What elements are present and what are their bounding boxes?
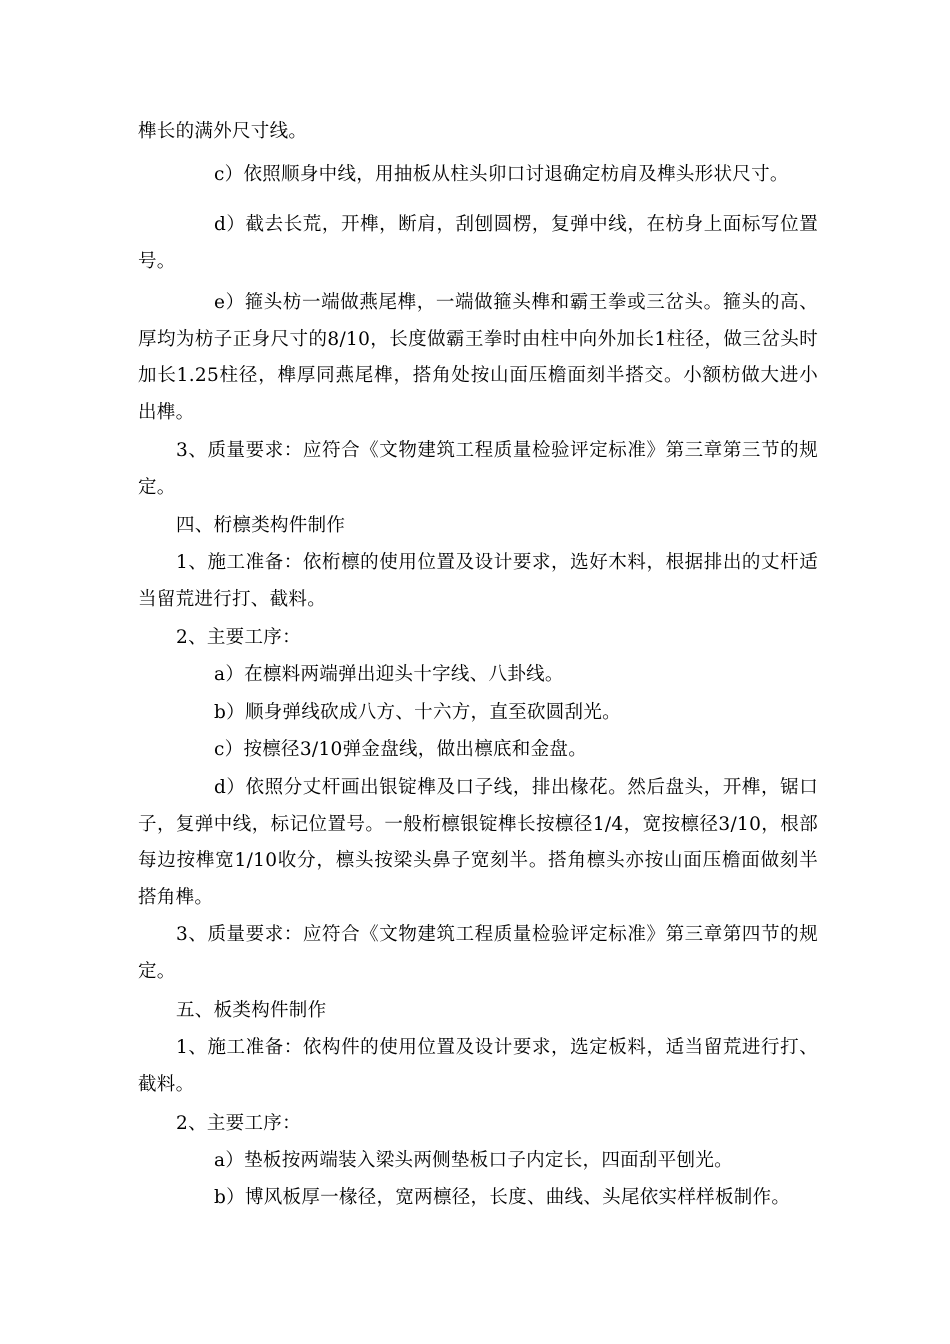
section-heading-4: 四、桁檩类构件制作 [176,515,346,536]
quality-requirement-paragraph: 3、质量要求：应符合《文物建筑工程质量检验评定标准》第三章第三节的规定。 [138,440,818,498]
main-process-heading: 2、主要工序： [176,627,301,648]
step-c-paragraph-2: c）按檩径3/10弹金盘线，做出檩底和金盘。 [214,739,588,760]
step-b-paragraph-2: b）博风板厚一椽径，宽两檩径，长度、曲线、头尾依实样样板制作。 [214,1187,791,1208]
step-c-paragraph: c）依照顺身中线，用抽板从柱头卯口讨退确定枋肩及榫头形状尺寸。 [214,164,789,185]
step-b-paragraph: b）顺身弹线砍成八方、十六方，直至砍圆刮光。 [214,702,621,723]
preparation-paragraph: 1、施工准备：依桁檩的使用位置及设计要求，选好木料，根据排出的丈杆适当留荒进行打、截料。 [138,552,818,610]
step-d-paragraph: d）截去长荒，开榫，断肩，刮刨圆楞，复弹中线，在枋身上面标写位置号。 [138,214,818,272]
step-d-paragraph-2: d）依照分丈杆画出银锭榫及口子线，排出椽花。然后盘头，开榫，锯口子，复弹中线，标记位置号。一般桁檩银锭榫长按檩径1/4，宽按檩径3/10，根部每边按榫宽1/10收分，檩头按梁头鼻子宽刻半。搭角檩头亦按山面压檐面做刻半搭角榫。 [138,777,818,908]
step-e-paragraph: e）箍头枋一端做燕尾榫，一端做箍头榫和霸王拳或三岔头。箍头的高、厚均为枋子正身尺寸的8/10，长度做霸王拳时由柱中向外加长1柱径，做三岔头时加长1.25柱径，榫厚同燕尾榫，搭角处按山面压檐面刻半搭交。小额枋做大进小出榫。 [138,292,818,423]
step-a-paragraph: a）在檩料两端弹出迎头十字线、八卦线。 [214,664,564,685]
paragraph-continuation: 榫长的满外尺寸线。 [138,121,308,142]
main-process-heading-2: 2、主要工序： [176,1113,301,1134]
section-heading-5: 五、板类构件制作 [176,1000,327,1021]
quality-requirement-paragraph-2: 3、质量要求：应符合《文物建筑工程质量检验评定标准》第三章第四节的规定。 [138,924,818,982]
preparation-paragraph-2: 1、施工准备：依构件的使用位置及设计要求，选定板料，适当留荒进行打、截料。 [138,1037,818,1095]
step-a-paragraph-2: a）垫板按两端装入梁头两侧垫板口子内定长，四面刮平刨光。 [214,1150,733,1171]
